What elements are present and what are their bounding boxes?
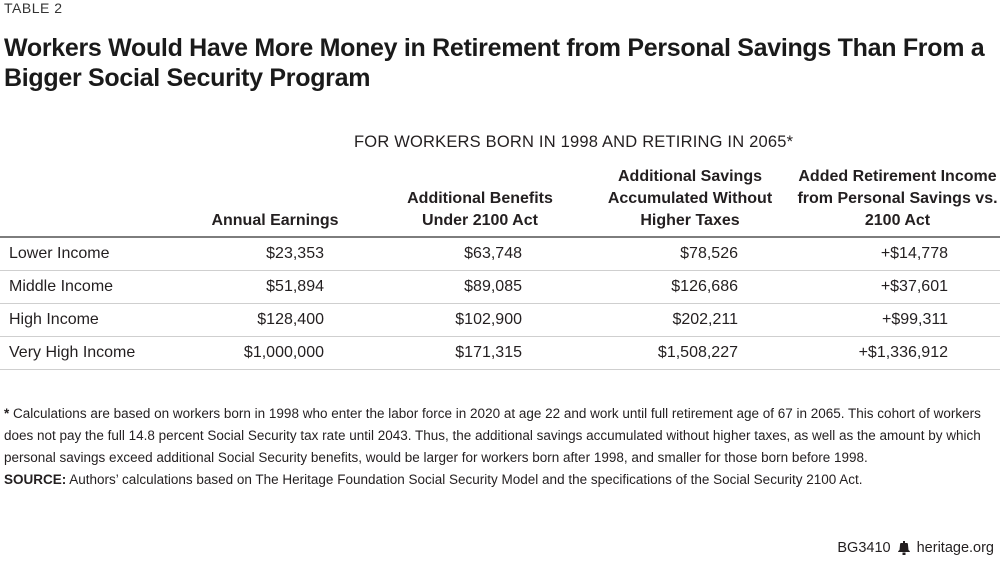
- cell-benefits: $63,748: [464, 245, 522, 262]
- cell-earnings: $51,894: [266, 278, 324, 295]
- cell-benefits: $171,315: [455, 344, 522, 361]
- table-row: [0, 236, 1000, 271]
- footnote: [4, 403, 984, 491]
- row-label: Very High Income: [9, 344, 136, 361]
- row-label: Lower Income: [9, 245, 110, 262]
- cell-benefits: $89,085: [464, 278, 522, 295]
- header-additional-benefits: Additional Benefits Under 2100 Act: [407, 190, 553, 229]
- cell-savings: $126,686: [671, 278, 738, 295]
- footnote-text-block: [4, 403, 984, 469]
- cell-savings: $202,211: [672, 311, 738, 328]
- cell-added: +$14,778: [880, 245, 948, 262]
- cell-added: +$37,601: [880, 278, 948, 295]
- row-label: Middle Income: [9, 278, 114, 295]
- footnote-marker: *: [4, 406, 10, 421]
- header-annual-earnings: Annual Earnings: [211, 212, 339, 229]
- header-additional-savings: Additional Savings Accumulated Without Higher Taxes: [607, 168, 773, 229]
- cell-earnings: $23,353: [266, 245, 324, 262]
- cell-earnings: $128,400: [257, 311, 324, 328]
- header-added-retirement-income: Added Retirement Income from Personal Savings vs. 2100 Act: [797, 168, 998, 229]
- cell-earnings: $1,000,000: [243, 344, 324, 361]
- table-row: [0, 337, 1000, 370]
- data-table: [0, 236, 1000, 370]
- row-label: High Income: [9, 311, 99, 328]
- footnote-text: Calculations are based on workers born in 1998 who enter the labor force in 2020 at age 22 and work until full retirement age of 67 in 2065. This cohort of workers does not pay the full 14.8 percent Social Security tax rate until 2043. Thus, the additional savings accumulated without higher taxes, as well as the amount by which personal savings exceed additional Social Security benefits, would be larger for workers born after 1998, and smaller for those born before 1998.: [4, 406, 981, 465]
- source-text: Authors’ calculations based on The Heritage Foundation Social Security Model and the specifications of the Social Security 2100 Act.: [69, 472, 863, 487]
- table-row: [0, 304, 1000, 337]
- table-subtitle: FOR WORKERS BORN IN 1998 AND RETIRING IN 2065*: [354, 133, 794, 151]
- table-label: TABLE 2: [4, 0, 63, 16]
- report-code: BG3410: [837, 540, 891, 556]
- website-link[interactable]: heritage.org: [916, 540, 994, 556]
- cell-savings: $1,508,227: [657, 344, 738, 361]
- liberty-bell-icon: [897, 541, 911, 555]
- cell-added: +$1,336,912: [858, 344, 948, 361]
- cell-added: +$99,311: [882, 311, 948, 328]
- brand-footer: [837, 540, 994, 556]
- cell-benefits: $102,900: [455, 311, 522, 328]
- source-line: [4, 469, 984, 491]
- table-row: [0, 271, 1000, 304]
- cell-savings: $78,526: [680, 245, 738, 262]
- page-title: Workers Would Have More Money in Retirement from Personal Savings Than From a Bigger Social Security Program: [4, 34, 985, 92]
- source-label: SOURCE:: [4, 472, 67, 487]
